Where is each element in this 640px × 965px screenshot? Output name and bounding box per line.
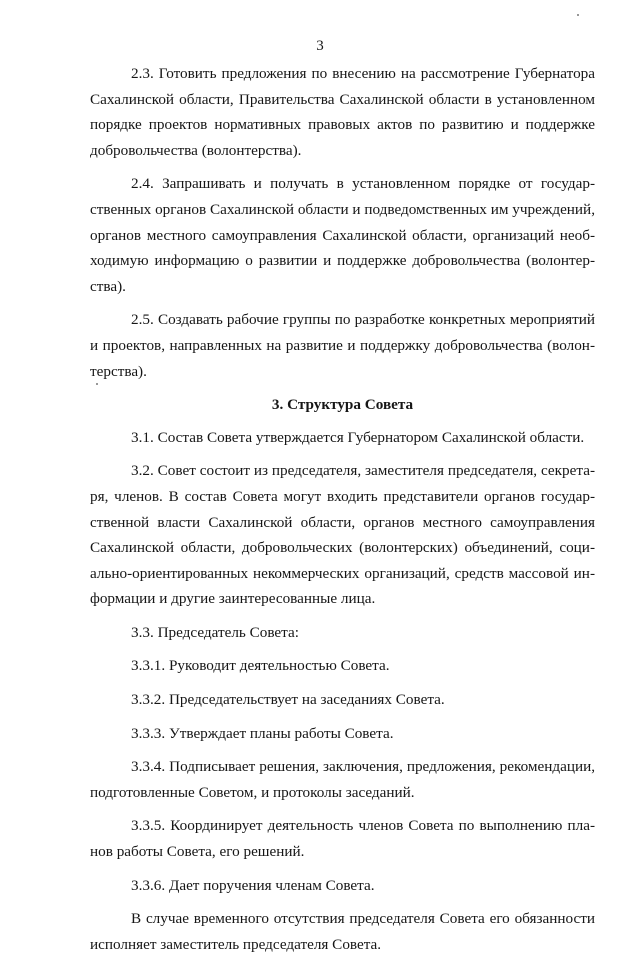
paragraph-3-2: 3.2. Совет состоит из председателя, заместителя председателя, секретаря, членов. В состав Совета могут входить представители органов государственной власти Сахалинской области, органов местного самоуправления Сахалинской области, добровольческих (волонтерских) объединений, социально-ориентированных некоммерческих организаций, средств массовой информации и другие заинтересованные лица. [90, 462, 595, 608]
document-body [90, 61, 595, 965]
paragraph-3-3-2: 3.3.2. Председательствует на заседаниях Совета. [131, 691, 445, 709]
paragraph-3-3-6: 3.3.6. Дает поручения членам Совета. [131, 876, 375, 894]
paragraph-3-3: 3.3. Председатель Совета: [131, 623, 299, 641]
paragraph-3-3-3: 3.3.3. Утверждает планы работы Совета. [131, 724, 394, 742]
paragraph-3-3-4: 3.3.4. Подписывает решения, заключения, предложения, рекомендации, подготовленные Советом, и протоколы заседаний. [90, 758, 595, 801]
paragraph-3-3-1: 3.3.1. Руководит деятельностью Совета. [131, 657, 390, 675]
paragraph-2-3: 2.3. Готовить предложения по внесению на рассмотрение Губернатора Сахалинской области, Правительства Сахалинской области в установленном порядке проектов нормативных правовых актов по развитию и поддержке добровольчества (волонтерства). [90, 65, 595, 159]
paragraph-3-1: 3.1. Состав Совета утверждается Губернатором Сахалинской области. [131, 428, 585, 446]
scan-speck [577, 14, 579, 16]
paragraph-3-3-5: 3.3.5. Координирует деятельность членов Совета по выполнению планов работы Совета, его решений. [90, 817, 595, 861]
paragraph-2-5: 2.5. Создавать рабочие группы по разработке конкретных мероприятий и проектов, направленных на развитие и поддержку добровольчества (волонтерства). [90, 311, 595, 380]
paragraph-deputy-substitution: В случае временного отсутствия председателя Совета его обязанности исполняет заместитель председателя Совета. [90, 910, 595, 953]
section-heading: 3. Структура Совета [271, 396, 414, 414]
paragraph-2-4: 2.4. Запрашивать и получать в установленном порядке от государственных органов Сахалинской области и подведомственных им учреждений, органов местного самоуправления Сахалинской области, организаций необходимую информацию о развитии и поддержке добровольчества (волонтерства). [90, 175, 595, 295]
page-number: 3 [316, 38, 324, 54]
